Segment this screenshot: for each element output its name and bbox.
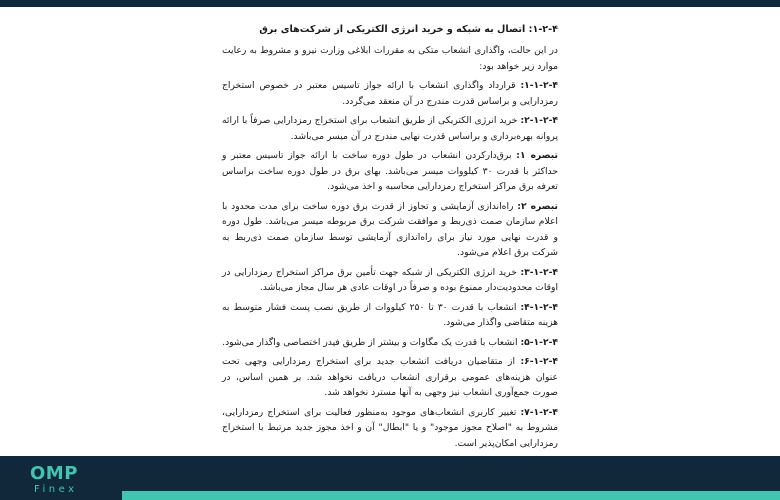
top-bar [0, 0, 780, 7]
clause-label: ۲-۱-۲-۴: [520, 115, 558, 126]
note-1 [222, 148, 558, 195]
note-text: راه‌اندازی آزمایشی و تجاوز از قدرت برق دوره ساخت برای مدت محدود با اعلام سازمان صمت ذی‌ربط و موافقت شرکت برق مربوطه میسر می‌باشد. طول دوره و قدرت نهایی مورد نیاز برای راه‌اندازی آزمایشی توسط سازمان صمت ذی‌ربط به شرکت برق اعلام می‌شود. [222, 200, 558, 258]
clause-label: ۴-۱-۲-۴: [520, 301, 559, 313]
note-2 [222, 199, 558, 261]
clause-text: خرید انرژی الکتریکی از طریق انشعاب برای استخراج رمزدارایی صرفاً با ارائه پروانه بهره‌برداری و براساس قدرت نهایی مندرج در آن میسر می‌باشد. [222, 115, 558, 142]
clause-4-2-1-6 [222, 354, 558, 401]
clause-4-2-1-5 [222, 335, 558, 351]
document-body [222, 12, 558, 455]
clause-label: ۶-۱-۲-۴: [520, 356, 558, 367]
clause-text: تغییر کاربری انشعاب‌های موجود به‌منظور فعالیت برای استخراج رمزدارایی، مشروط به "اصلاح مجوز موجود" و یا "ابطال" آن و اخذ مجوز جدید مرتبط با استخراج رمزدارایی امکان‌پذیر است. [222, 406, 558, 449]
clause-label: ۱-۱-۲-۴: [520, 80, 559, 91]
footer-bar [0, 456, 780, 500]
clause-text: انشعاب با قدرت ۳۰ تا ۲۵۰ کیلووات از طریق نصب پست فشار متوسط به هزینه متقاضی واگذار می‌شود. [222, 301, 558, 328]
clause-4-2-1-1 [222, 78, 558, 109]
clause-4-2-1-4 [222, 300, 558, 331]
clause-label: ۵-۱-۲-۴: [520, 336, 558, 348]
clause-text: انشعاب با قدرت یک مگاوات و بیشتر از طریق فیدر اختصاصی واگذار می‌شود. [222, 336, 518, 348]
logo-main-text: OMP [30, 463, 78, 484]
clause-4-2-1-7 [222, 405, 558, 452]
section-heading: ۱-۲-۴: اتصال به شبکه و خرید انرژی الکتریکی از شرکت‌های برق [259, 24, 558, 35]
clause-text: خرید انرژی الکتریکی از شبکه جهت تأمین برق مراکز استخراج رمزدارایی در اوقات محدودیت‌دار ممنوع بوده و صرفاً در اوقات عادی هر سال مجاز می‌باشد. [222, 266, 558, 293]
intro-paragraph: در این حالت، واگذاری انشعاب متکی به مقررات ابلاغی وزارت نیرو و مشروط به رعایت موارد زیر خواهد بود: [222, 45, 558, 72]
omp-finex-logo [30, 465, 100, 497]
clause-4-2-1-3 [222, 265, 558, 296]
clause-4-2-1-2 [222, 113, 558, 144]
note-text: برق‌دارکردن انشعاب در طول دوره ساخت با ارائه جواز تاسیس معتبر و حداکثر با قدرت ۳۰ کیلووات میسر می‌باشد. بهای برق در طول دوره ساخت براساس تعرفه برق مراکز استخراج رمزدارایی محاسبه و اخذ می‌شود. [222, 150, 558, 192]
clause-text: از متقاضیان دریافت انشعاب جدید برای استخراج رمزدارایی وجهی تحت عنوان هزینه‌های عمومی برقراری انشعاب دریافت نخواهد شد. بر همین اساس، در صورت جمع‌آوری انشعاب نیز وجهی به آنها مسترد نخواهد شد. [222, 356, 558, 398]
logo-sub-text: Finex [34, 484, 78, 495]
note-label: تبصره ۲: [517, 200, 559, 212]
note-label: تبصره ۱: [516, 150, 558, 161]
clause-text: قرارداد واگذاری انشعاب با ارائه جواز تاسیس معتبر در خصوص استخراج رمزدارایی و براساس قدرت مندرج در آن منعقد می‌گردد. [222, 80, 558, 107]
footer-accent-stripe [122, 491, 780, 500]
clause-label: ۷-۱-۲-۴: [520, 406, 558, 418]
clause-label: ۳-۱-۲-۴: [520, 266, 559, 278]
